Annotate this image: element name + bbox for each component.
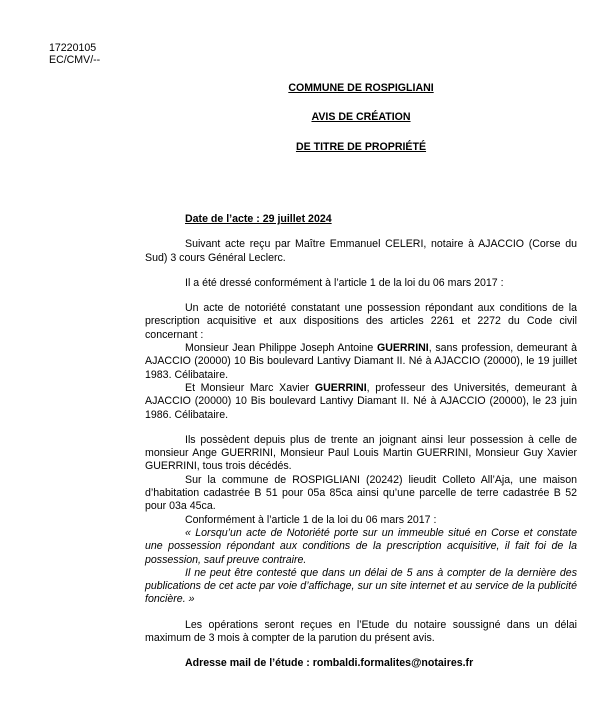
surname-2: GUERRINI bbox=[314, 381, 367, 394]
commune-title: COMMUNE DE ROSPIGLIANI bbox=[288, 82, 434, 94]
paragraph-person-2: Et Monsieur Marc Xavier GUERRINI, professeur des Universités, demeurant à AJACCIO (20000) 10 Bis boulevard Lantivy Diamant II. Né à AJACCIO (20000), le 23 juin 1986. Célibataire. bbox=[145, 381, 577, 421]
notice-body bbox=[145, 213, 577, 671]
titre-title: DE TITRE DE PROPRIÉTÉ bbox=[295, 140, 427, 153]
title-block bbox=[145, 82, 577, 170]
paragraph-person-1: Monsieur Jean Philippe Joseph Antoine GUERRINI, sans profession, demeurant à AJACCIO (20000) 10 Bis boulevard Lantivy Diamant II. Né à AJACCIO (20000), le 19 juillet 1983. Célibataire. bbox=[145, 342, 577, 381]
paragraph-operations: Les opérations seront reçues en l’Etude du notaire soussigné dans un délai maximum de 3 mois à compter de la parution du présent avis. bbox=[145, 618, 577, 645]
paragraph-law: Il a été dressé conformément à l’article 1 de la loi du 06 mars 2017 : bbox=[185, 276, 504, 289]
paragraph-possession: Ils possèdent depuis plus de trente an joignant ainsi leur possession à celle de monsieur Ange GUERRINI, Monsieur Paul Louis Martin GUERRINI, Monsieur Guy Xavier GUERRINI, tous trois décédés. bbox=[145, 433, 577, 473]
quote-paragraph-1: « Lorsqu’un acte de Notoriété porte sur un immeuble situé en Corse et constate une possession répondant aux conditions de la prescription acquisitive, il fait foi de la possession, sauf preuve contraire. bbox=[145, 526, 577, 566]
reference-block bbox=[49, 42, 100, 66]
paragraph-property: Sur la commune de ROSPIGLIANI (20242) lieudit Colleto All’Aja, une maison d’habitation cadastrée B 51 pour 05a 85ca ainsi qu’une parcelle de terre cadastrée B 52 pour 03a 45ca. bbox=[145, 473, 577, 513]
quote-paragraph-2: Il ne peut être contesté que dans un délai de 5 ans à compter de la dernière des publications de cet acte par voie d’affichage, sur un site internet et au service de la publicité foncière. » bbox=[145, 566, 577, 606]
avis-title: AVIS DE CRÉATION bbox=[311, 111, 411, 124]
reference-number: 17220105 bbox=[49, 42, 97, 54]
paragraph-act: Un acte de notoriété constatant une possession répondant aux conditions de la prescription acquisitive et aux dispositions des articles 2261 et 2272 du Code civil concernant : bbox=[145, 302, 577, 341]
reference-initials: EC/CMV/-- bbox=[49, 54, 101, 66]
paragraph-notary: Suivant acte reçu par Maître Emmanuel CELERI, notaire à AJACCIO (Corse du Sud) 3 cours Général Leclerc. bbox=[145, 238, 577, 264]
surname-1: GUERRINI bbox=[376, 342, 429, 355]
paragraph-conformity: Conformément à l’article 1 de la loi du 06 mars 2017 : bbox=[185, 513, 437, 526]
act-date-label: Date de l’acte : 29 juillet 2024 bbox=[185, 213, 332, 225]
office-email: Adresse mail de l’étude : rombaldi.formalites@notaires.fr bbox=[185, 657, 474, 670]
act-date bbox=[145, 213, 577, 226]
